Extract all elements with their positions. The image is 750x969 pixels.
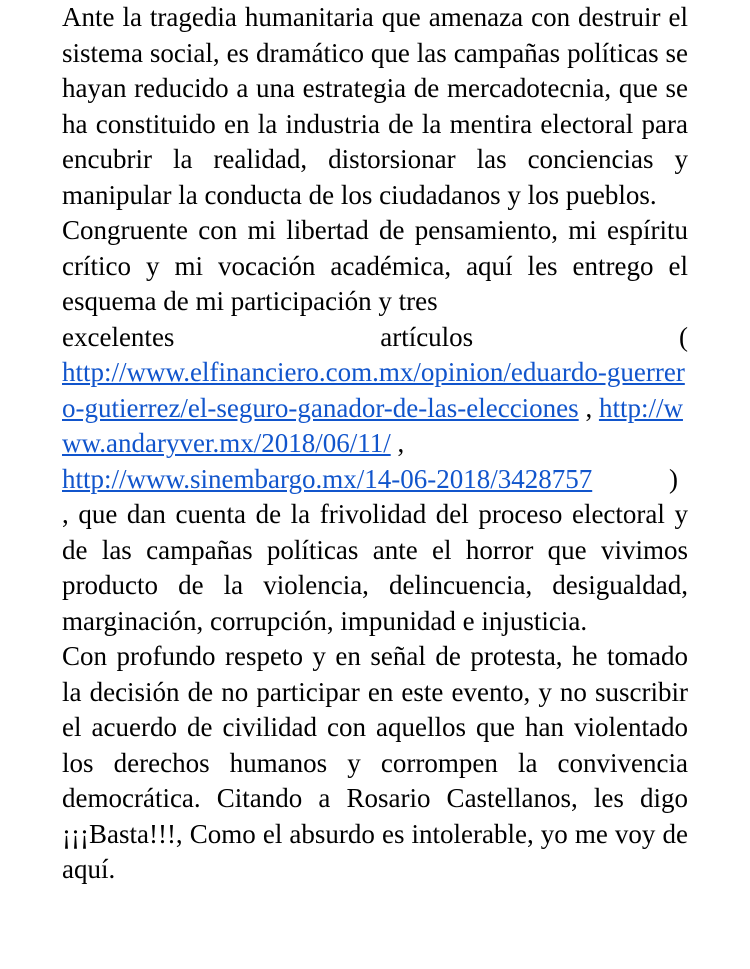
separator-2: , <box>390 428 405 458</box>
paragraph-protest: Con profundo respeto y en señal de protesta, he tomado la decisión de no participar en este evento, y no suscribir el acuerdo de civilidad con aquellos que han violentado los derechos humanos y corrompen la convivencia democrática. Citando a Rosario Castellanos, les digo ¡¡¡Basta!!!, Como el absurdo es intolerable, yo me voy de aquí. <box>62 641 688 884</box>
link-elfinanciero[interactable]: http://www.elfinanciero.com.mx/opinion/eduardo-guerrero-gutierrez/el-seguro-ganador-de-las-elecciones <box>62 357 685 423</box>
close-paren: ) <box>669 463 678 494</box>
document-body <box>62 0 688 888</box>
paragraph-articles <box>62 213 688 639</box>
paragraph-intro: Ante la tragedia humanitaria que amenaza con destruir el sistema social, es dramático que las campañas políticas se hayan reducido a una estrategia de mercadotecnia, que se ha constituido en la industria de la mentira electoral para encubrir la realidad, distorsionar las conciencias y manipular la conducta de los ciudadanos y los pueblos. <box>62 2 688 210</box>
articles-line <box>62 320 688 356</box>
link-andaryver[interactable]: http://www.andaryver.mx/2018/06/11/ <box>62 392 683 458</box>
word-articulos: artículos <box>380 321 474 352</box>
link-sinembargo[interactable]: http://www.sinembargo.mx/14-06-2018/3428757 <box>62 463 593 494</box>
links-block <box>62 355 688 497</box>
paragraph-articles-rest: , que dan cuenta de la frivolidad del proceso electoral y de las campañas políticas ante el horror que vivimos producto de la violencia, delincuencia, desigualdad, marginación, corrupción, impunidad e injusticia. <box>62 499 688 636</box>
open-paren: ( <box>678 321 688 352</box>
word-excelentes: excelentes <box>62 321 175 352</box>
link-line-3 <box>62 462 688 498</box>
separator-1: , <box>578 392 599 423</box>
paragraph-articles-intro: Congruente con mi libertad de pensamiento, mi espíritu crítico y mi vocación académica, aquí les entrego el esquema de mi participación y tres <box>62 215 688 316</box>
